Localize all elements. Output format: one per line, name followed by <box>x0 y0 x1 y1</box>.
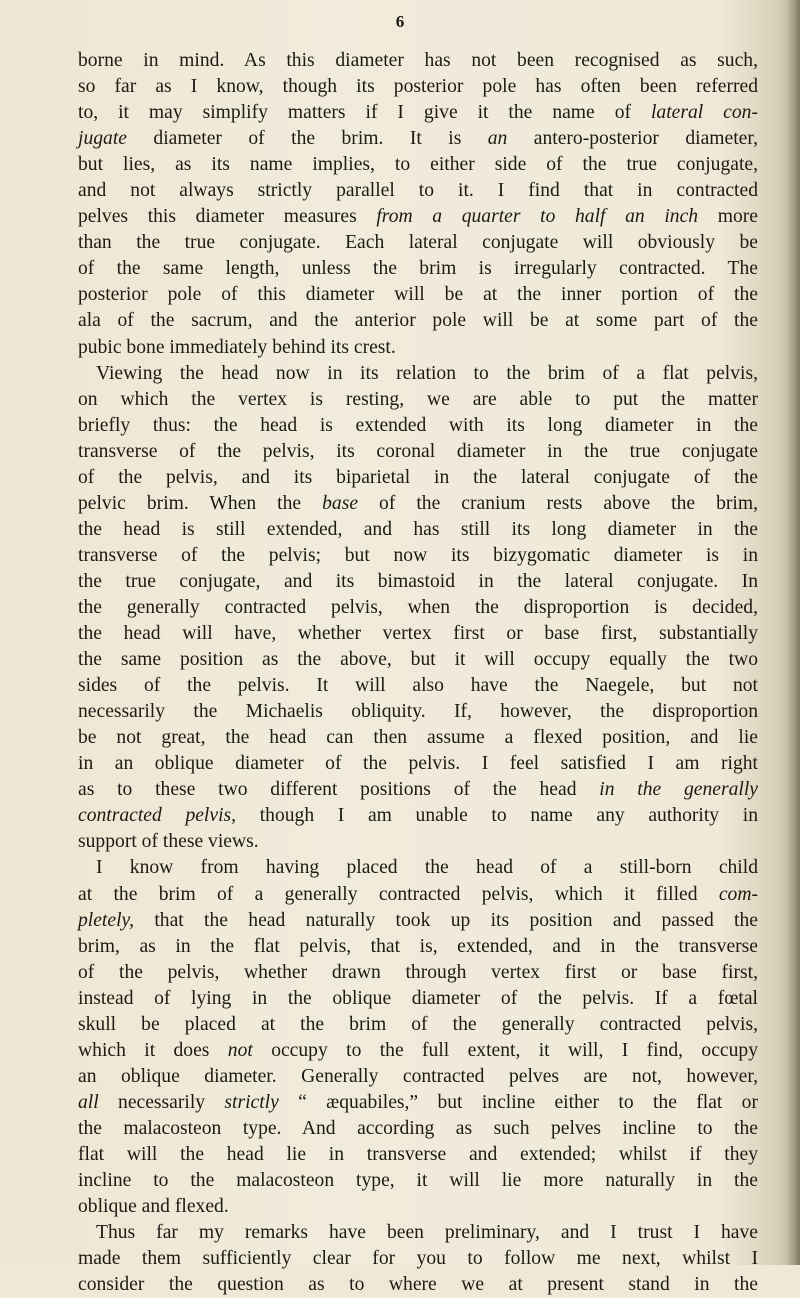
italic-text: com- <box>718 883 758 905</box>
text-segment: brim, as in the flat pelvis, that is, extended, and in the transverse <box>78 935 758 957</box>
text-segment: transverse of the pelvis; but now its bizygomatic diameter is in <box>78 544 758 566</box>
text-segment: though I am unable to name any authority in <box>236 805 758 827</box>
text-segment: skull be placed at the brim of the generally contracted pelvis, <box>78 1013 758 1035</box>
text-segment: as to these two different positions of the head <box>78 779 600 801</box>
text-line <box>78 1272 758 1298</box>
text-line <box>78 100 758 126</box>
text-segment: so far as I know, though its posterior pole has often been referred <box>78 76 758 98</box>
text-line <box>78 308 758 334</box>
text-segment: consider the question as to where we at present stand in the <box>78 1274 758 1296</box>
text-line <box>78 960 758 986</box>
text-line <box>78 439 758 465</box>
text-segment: the same position as the above, but it will occupy equally the two <box>78 649 758 671</box>
text-line <box>78 855 758 881</box>
text-segment: an oblique diameter. Generally contracted pelves are not, however, <box>78 1065 758 1087</box>
page-edge-shadow <box>786 0 800 1265</box>
text-segment: the malacosteon type. And according as such pelves incline to the <box>78 1117 758 1139</box>
text-line <box>78 1220 758 1246</box>
italic-text: lateral con- <box>650 102 758 124</box>
italic-text: contracted pelvis, <box>78 805 237 827</box>
text-line <box>78 413 758 439</box>
text-segment: antero-posterior diameter, <box>507 128 758 150</box>
text-segment: necessarily the Michaelis obliquity. If, however, the disproportion <box>78 701 758 723</box>
text-segment: the head is still extended, and has still its long diameter in the <box>78 518 758 540</box>
text-segment: but lies, as its name implies, to either side of the true conjugate, <box>78 154 758 176</box>
text-line <box>78 126 758 152</box>
text-segment: made them sufficiently clear for you to follow me next, whilst I <box>78 1248 758 1270</box>
text-segment: be not great, the head can then assume a flexed position, and lie <box>78 727 758 749</box>
text-line <box>78 673 758 699</box>
text-line <box>78 48 758 74</box>
text-segment: of the cranium rests above the brim, <box>358 492 758 514</box>
text-segment: incline to the malacosteon type, it will lie more naturally in the <box>78 1170 758 1192</box>
italic-text: pletely, <box>78 909 135 931</box>
text-line <box>78 829 758 855</box>
text-line <box>78 647 758 673</box>
text-line <box>78 387 758 413</box>
text-segment: that the head naturally took up its position and passed the <box>134 909 758 931</box>
text-segment: in an oblique diameter of the pelvis. I feel satisfied I am right <box>78 753 758 775</box>
text-segment: the generally contracted pelvis, when the disproportion is decided, <box>78 596 758 618</box>
text-segment: of the pelvis, whether drawn through vertex first or base first, <box>78 961 758 983</box>
italic-text: in the generally <box>599 779 758 801</box>
text-line <box>78 803 758 829</box>
text-segment: flat will the head lie in transverse and extended; whilst if they <box>78 1143 758 1165</box>
italic-text: from a quarter to half an inch <box>376 206 699 228</box>
italic-text: an <box>487 128 508 150</box>
text-line <box>78 517 758 543</box>
text-segment: oblique and flexed. <box>78 1196 229 1218</box>
text-segment: briefly thus: the head is extended with its long diameter in the <box>78 414 758 436</box>
text-segment: of the pelvis, and its biparietal in the lateral conjugate of the <box>78 466 758 488</box>
text-segment: of the same length, unless the brim is irregularly contracted. The <box>78 258 758 280</box>
text-segment: pubic bone immediately behind its crest. <box>78 336 396 358</box>
text-segment: and not always strictly parallel to it. I find that in contracted <box>78 180 758 202</box>
text-line <box>78 1194 758 1220</box>
text-line <box>78 361 758 387</box>
text-segment: pelvic brim. When the <box>78 492 323 514</box>
text-line <box>78 152 758 178</box>
text-segment: “ æquabiles,” but incline either to the flat or <box>278 1091 758 1113</box>
text-segment: on which the vertex is resting, we are able to put the matter <box>78 388 758 410</box>
text-line <box>78 1090 758 1116</box>
text-line <box>78 908 758 934</box>
text-segment: which it does <box>78 1039 228 1061</box>
text-line <box>78 882 758 908</box>
text-segment: diameter of the brim. It is <box>126 128 488 150</box>
text-segment: instead of lying in the oblique diameter of the pelvis. If a fœtal <box>78 987 758 1009</box>
text-segment: the true conjugate, and its bimastoid in the lateral conjugate. In <box>78 570 758 592</box>
text-line <box>78 256 758 282</box>
text-line <box>78 1246 758 1272</box>
text-line <box>78 777 758 803</box>
text-line <box>78 491 758 517</box>
text-segment: ala of the sacrum, and the anterior pole will be at some part of the <box>78 310 758 332</box>
text-line <box>78 282 758 308</box>
text-line <box>78 595 758 621</box>
text-line <box>78 1168 758 1194</box>
text-line <box>78 1038 758 1064</box>
text-segment: support of these views. <box>78 831 259 853</box>
body-text <box>78 48 758 1298</box>
text-segment: I know from having placed the head of a still-born child <box>96 857 758 879</box>
text-segment: posterior pole of this diameter will be at the inner portion of the <box>78 284 758 306</box>
text-segment: than the true conjugate. Each lateral conjugate will obviously be <box>78 232 758 254</box>
text-line <box>78 335 758 361</box>
text-line <box>78 230 758 256</box>
text-line <box>78 751 758 777</box>
text-segment: occupy to the full extent, it will, I find, occupy <box>252 1039 759 1061</box>
text-segment: at the brim of a generally contracted pelvis, which it filled <box>78 883 719 905</box>
text-line <box>78 699 758 725</box>
italic-text: jugate <box>78 128 127 150</box>
italic-text: all <box>78 1091 99 1113</box>
text-line <box>78 204 758 230</box>
page-number: 6 <box>395 12 405 31</box>
text-segment: Viewing the head now in its relation to the brim of a flat pelvis, <box>96 362 758 384</box>
text-line <box>78 1142 758 1168</box>
text-line <box>78 1116 758 1142</box>
text-line <box>78 934 758 960</box>
text-line <box>78 178 758 204</box>
italic-text: base <box>322 492 359 514</box>
text-line <box>78 725 758 751</box>
text-line <box>78 621 758 647</box>
text-line <box>78 986 758 1012</box>
text-line <box>78 1064 758 1090</box>
text-segment: borne in mind. As this diameter has not been recognised as such, <box>78 50 758 71</box>
italic-text: not <box>227 1039 253 1061</box>
text-line <box>78 543 758 569</box>
text-segment: more <box>698 206 758 228</box>
text-segment: sides of the pelvis. It will also have the Naegele, but not <box>78 675 758 697</box>
text-segment: transverse of the pelvis, its coronal diameter in the true conjugate <box>78 440 758 462</box>
text-segment: pelves this diameter measures <box>78 206 377 228</box>
text-line <box>78 465 758 491</box>
text-segment: Thus far my remarks have been preliminary, and I trust I have <box>96 1222 758 1244</box>
text-segment: to, it may simplify matters if I give it the name of <box>78 102 651 124</box>
text-segment: necessarily <box>98 1091 225 1113</box>
italic-text: strictly <box>224 1091 279 1113</box>
text-segment: the head will have, whether vertex first or base first, substantially <box>78 623 758 645</box>
text-line <box>78 569 758 595</box>
text-line <box>78 74 758 100</box>
text-line <box>78 1012 758 1038</box>
